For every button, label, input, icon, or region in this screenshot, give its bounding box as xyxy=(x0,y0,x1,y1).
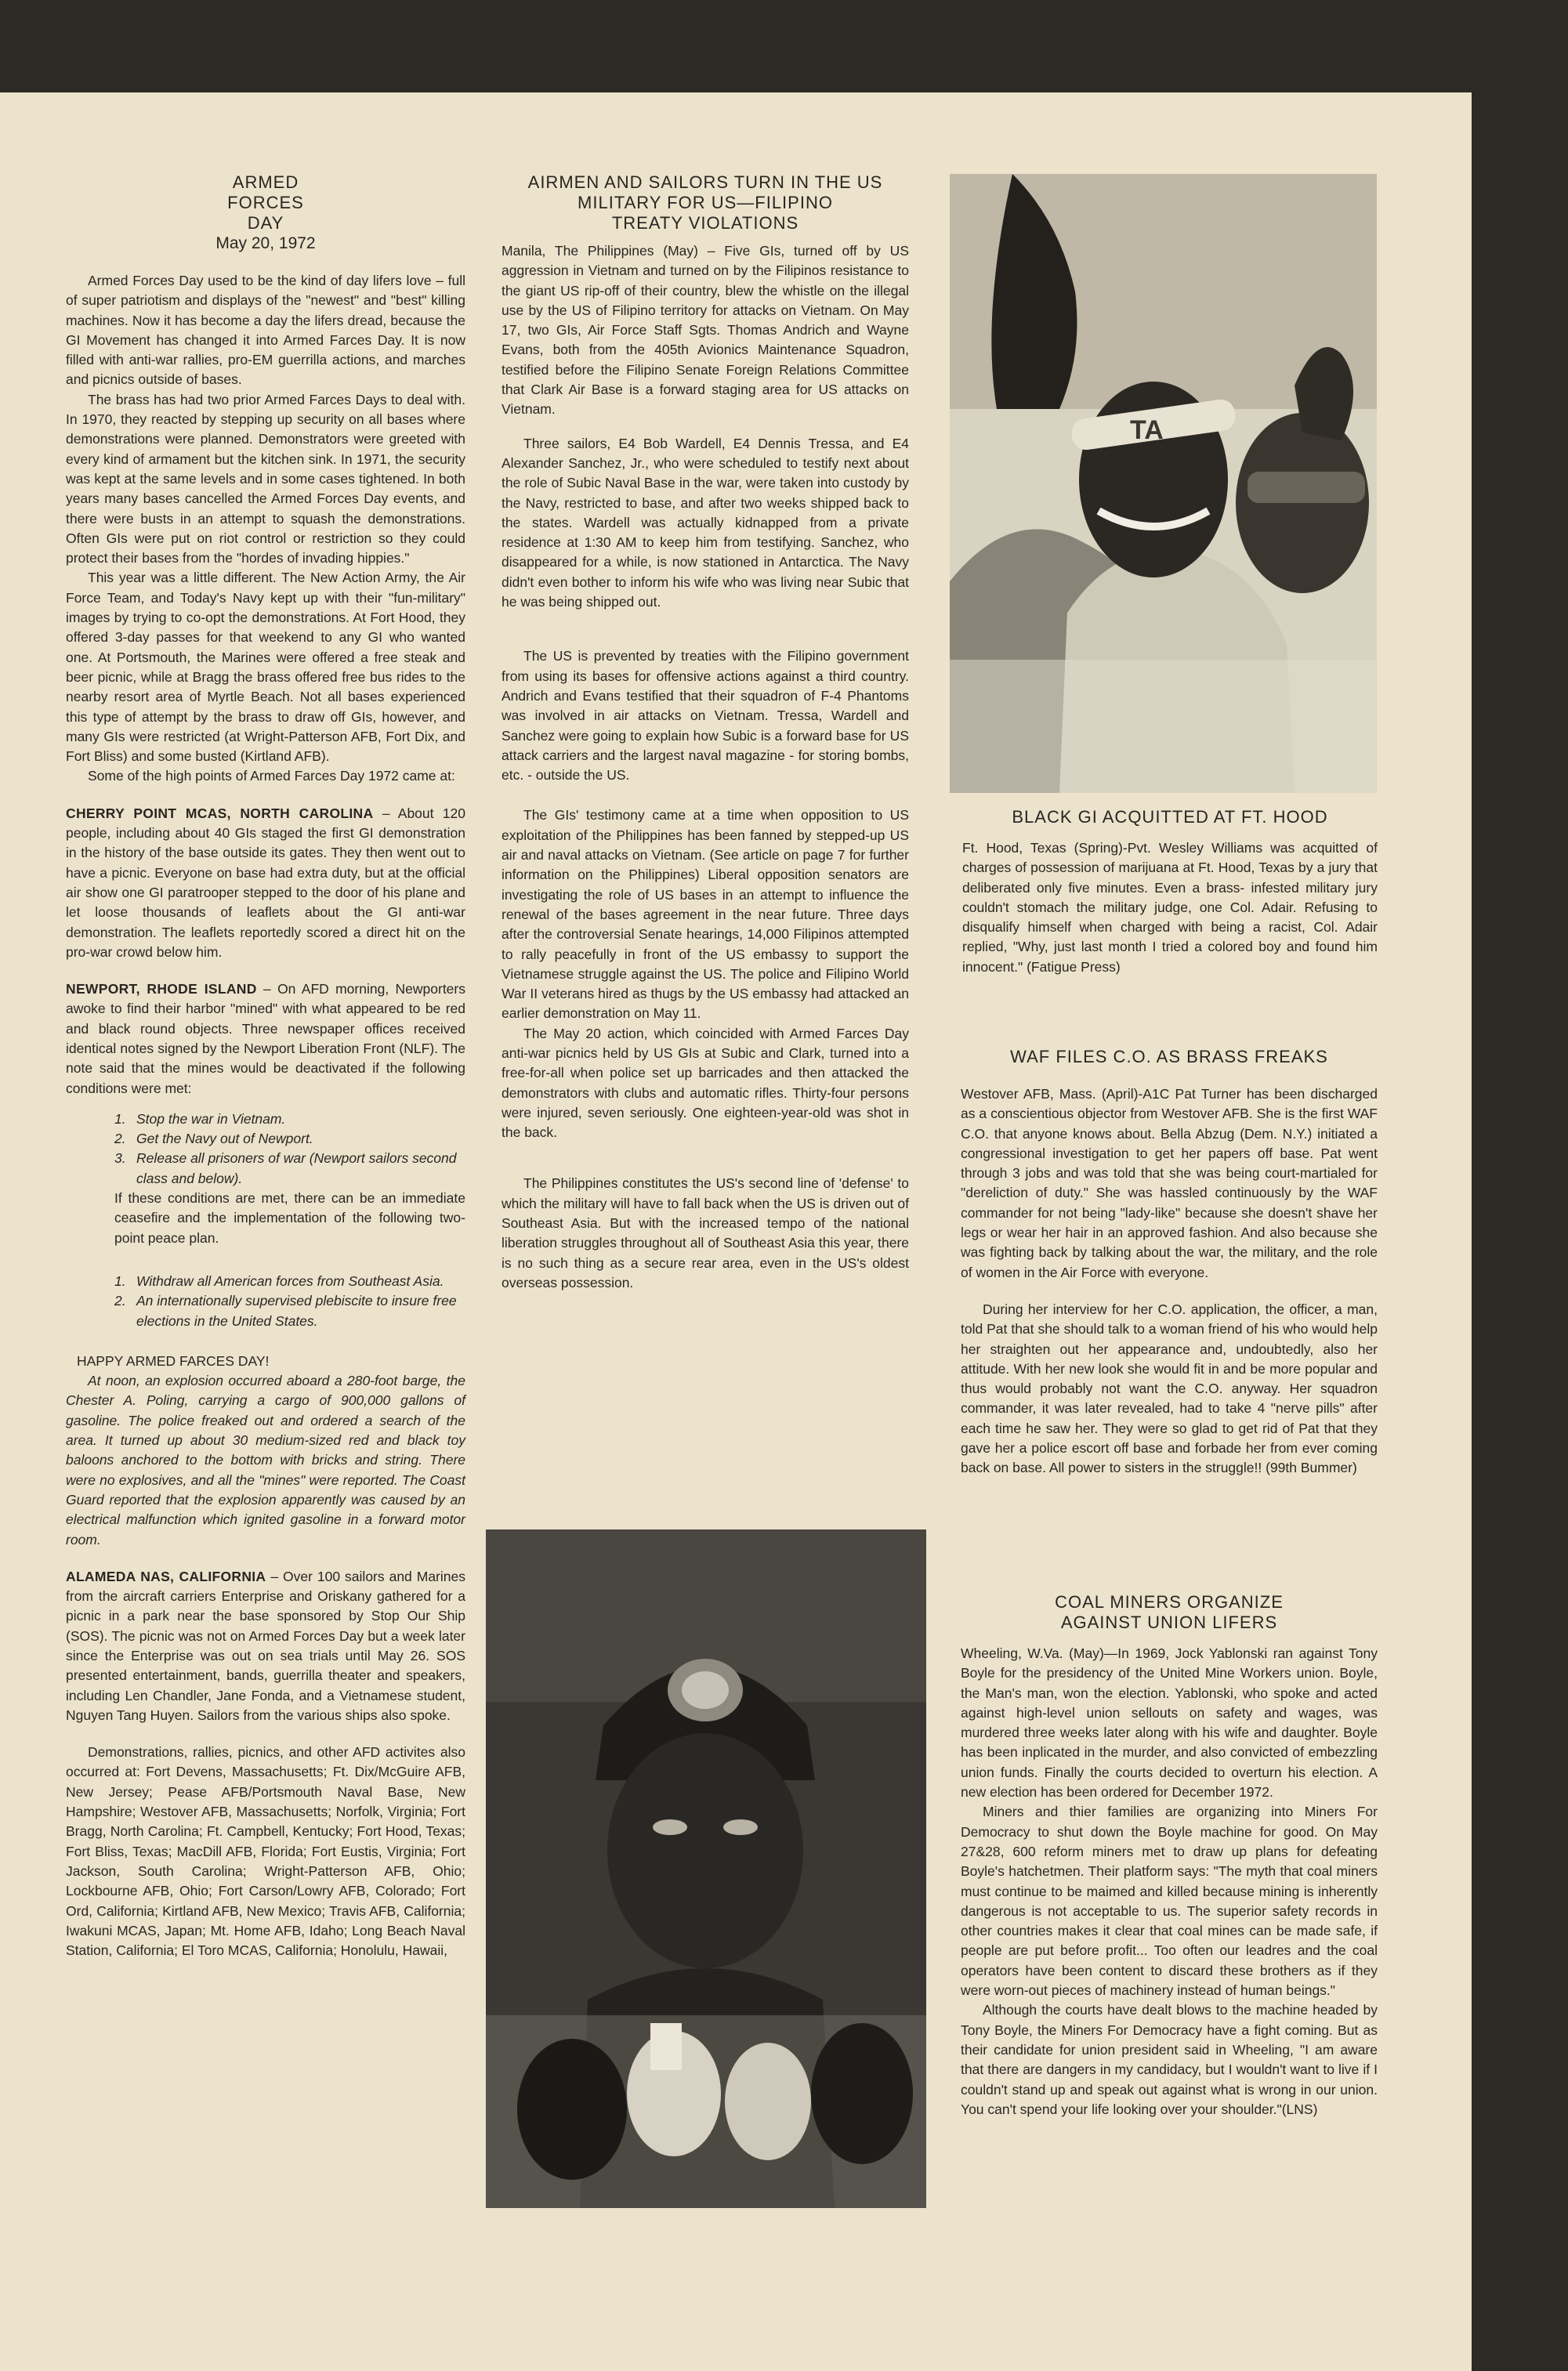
af-paragraph: The brass has had two prior Armed Farces Days to deal with. In 1970, they reacted by stepping up security on all bases where demonstrations were planned. Demonstrators were greeted with every kind of armament but the kitchen sink. In 1971, the security was kept at the same levels and in some cases tightened. In both years many bases cancelled the Armed Forces Day events, and there were busts in an attempt to squash the demonstrations. Often GIs were put on riot control or restriction so they could protect their bases from the "hordes of invading hippies." xyxy=(66,391,465,567)
cherry-point-section xyxy=(66,804,465,962)
coal-title-2: AGAINST UNION LIFERS xyxy=(1060,1613,1278,1632)
cherry-point-heading: CHERRY POINT MCAS, NORTH CAROLINA xyxy=(66,805,374,821)
airmen-paragraph: Three sailors, E4 Bob Wardell, E4 Dennis Tressa, and E4 Alexander Sanchez, Jr., who were scheduled to testify next about the role of Subic Naval Base in the war, were taken into custody by the Navy, restricted to base, and after two weeks shipped back to the states. Wardell was actually kidnapped from a private residence at 1:30 AM to keep him from testifying. Sanchez, who disappeared for a while, is now stationed in Antarctica. The Navy didn't even bother to inform his wife who was living near Subic that he was being shipped out. xyxy=(502,435,909,610)
alameda-heading: ALAMEDA NAS, CALIFORNIA xyxy=(66,1568,266,1584)
black-gi-text: Ft. Hood, Texas (Spring)-Pvt. Wesley Williams was acquitted of charges of possession of marijuana at Ft. Hood, Texas by a jury that deliberated only five minutes. Even a brass- infested military jury couldn't stomach the military judge, one Col. Adair. Refusing to disqualify himself when charged with being a racist, Col. Adair replied, "Why, just last month I tried a colored boy and found him innocent." (Fatigue Press) xyxy=(962,840,1378,975)
armed-forces-day-article xyxy=(66,172,465,1960)
armed-forces-title-2: FORCES xyxy=(227,193,304,212)
alameda-text: – Over 100 sailors and Marines from the aircraft carriers Enterprise and Oriskany gathered for a picnic in a park near the base sponsored by Stop Our Ship (SOS). The picnic was not on Armed Forces Day but a week later since the Enterprise was out on sea trials until May 26. SOS presented entertainment, bands, guerrilla theater and speakers, including Len Chandler, Jane Fonda, and a Vietnamese student, Nguyen Tang Huyen. Sailors from the various ships also spoke. xyxy=(66,1568,465,1723)
af-paragraph: Armed Forces Day used to be the kind of day lifers love – full of super patriotism and displays of the "newest" and "best" killing machines. Now it has become a day the lifers dread, because the GI Movement has changed it into Armed Farces Day. It is now filled with anti-war rallies, pro-EM guerrilla actions, and marches and picnics outside of bases. xyxy=(66,273,465,388)
newport-conditions-list xyxy=(66,1109,465,1189)
happy-text: At noon, an explosion occurred aboard a 280-foot barge, the Chester A. Poling, carrying a cargo of 900,000 gallons of gasoline. The police freaked out and ordered a search of the area. It turned up about 30 medium-sized red and black toy baloons anchored to the bottom with bricks and string. There were no explosives, and all the "mines" were reported. The Coast Guard reported that the explosion apparently was caused by an electrical malfunction which ignited gasoline in a forward motor room. xyxy=(66,1373,465,1547)
demonstrators-photo xyxy=(950,174,1377,793)
airmen-title-3: TREATY VIOLATIONS xyxy=(611,213,799,233)
black-gi-title: BLACK GI ACQUITTED AT FT. HOOD xyxy=(1012,807,1328,827)
waf-title: WAF FILES C.O. AS BRASS FREAKS xyxy=(1010,1047,1328,1066)
waf-article xyxy=(961,1047,1378,1479)
cherry-point-text: – About 120 people, including about 40 GIs staged the first GI demonstration in the history of the base outside its gates. They then went out to have a picnic. Everyone on base had extra duty, but at the official air show one GI paratrooper stepped to the door of his plane and let loose thousands of leaflets about the GI anti-war demonstration. The leaflets reportedly scored a direct hit on the pro-war crowd below him. xyxy=(66,805,465,960)
airmen-paragraph: The US is prevented by treaties with the Filipino government from using its bases for offensive actions against a third country. Andrich and Evans testified that their squadron of F-4 Phantoms was involved in air attacks on Vietnam. Tressa, Wardell and Sanchez were going to explain how Subic is a forward base for US attack carriers and the largest naval magazine - for storing bombs, etc. - outside the US. xyxy=(502,648,909,784)
airmen-paragraph: Manila, The Philippines (May) – Five GIs, turned off by US aggression in Vietnam and turned on by the Filipinos resistance to the giant US rip-off of their country, blew the whistle on the illegal use by the US of Filipino territory for attacks on Vietnam. On May 17, two GIs, Air Force Staff Sgts. Thomas Andrich and Wayne Evans, both from the 405th Avionics Maintenance Squadron, testified before the Filipino Senate Foreign Relations Committee that Clark Air Base is a forward staging area for US attacks on Vietnam. xyxy=(502,243,909,418)
af-paragraph: This year was a little different. The New Action Army, the Air Force Team, and Today's Navy kept up with their "fun-military" images by trying to co-opt the demonstrations. At Fort Hood, they offered 3-day passes for that weekend to any GI who wanted one. At Portsmouth, the Marines were offered a free steak and beer picnic, while at Bragg the brass offered free bus rides to the nearby resort area of Myrtle Beach. Not all bases experienced this type of attempt by the brass to draw off GIs, however, and many GIs were restricted (at Wright-Patterson AFB, Fort Dix, and Fort Bliss) and some busted (Kirtland AFB). xyxy=(66,570,465,765)
airmen-title-1: AIRMEN AND SAILORS TURN IN THE US xyxy=(527,172,883,192)
coal-paragraph: Wheeling, W.Va. (May)—In 1969, Jock Yablonski ran against Tony Boyle for the presidency of the United Mine Workers union. Boyle, the Man's man, won the election. Yablonski, who spoke and acted against high-level union sellouts on safety and wages, was murdered three weeks later along with his wife and daughter. Boyle has been inplicated in the murder, and also convicted of embezzling union funds. Finally the courts decided to overturn his election. A new election has been ordered for December 1972. xyxy=(961,1645,1378,1801)
peace-plan-list xyxy=(66,1272,465,1331)
airmen-paragraph: The May 20 action, which coincided with Armed Farces Day anti-war picnics held by US GIs at Subic and Clark, turned into a free-for-all when police set up barricades and then attacked the demonstrators with clubs and automatic rifles. Thirty-four persons were injured, seven seriously. One eighteen-year-old was shot in the back. xyxy=(502,1025,909,1141)
newport-heading: NEWPORT, RHODE ISLAND xyxy=(66,981,257,997)
list-item: 3. Release all prisoners of war (Newport sailors second class and below). xyxy=(114,1150,457,1186)
list-item: 1. Stop the war in Vietnam. xyxy=(114,1110,286,1127)
armed-forces-title-1: ARMED xyxy=(232,172,299,192)
alameda-section xyxy=(66,1567,465,1725)
af-paragraph: Some of the high points of Armed Farces Day 1972 came at: xyxy=(88,768,455,784)
newport-text: – On AFD morning, Newporters awoke to find their harbor "mined" with what appeared to be red and black round objects. Three newspaper offices received identical notes signed by the Newport Liberation Front (NLF). The note said that the mines would be deactivated if the following conditions were met: xyxy=(66,981,465,1096)
demonstrators-illustration xyxy=(950,174,1377,793)
waf-paragraph: Westover AFB, Mass. (April)-A1C Pat Turner has been discharged as a conscientious objector from Westover AFB. She is the first WAF C.O. that anyone knows about. Bella Abzug (Dem. N.Y.) initiated a congressional investigation to get her papers off base. Pat went through 3 jobs and was told that she was being court-martialed for "dereliction of duty." She was hassled continuously by the WAF commander for not being "lady-like" because she doesn't shave her legs or wear her hair in an approved fashion. And also because she was fighting back by talking about the war, the military, and the role of women in the Air Force with everyone. xyxy=(961,1086,1378,1280)
list-item: 2. Get the Navy out of Newport. xyxy=(114,1131,313,1147)
airmen-sailors-article xyxy=(502,172,909,1293)
coal-paragraph: Although the courts have dealt blows to the machine headed by Tony Boyle, the Miners For Democracy have a fight coming. But as their candidate for union president said in Wheeling, "I am aware that there are dangers in my candidacy, but I wouldn't want to live if I couldn't stand up and speak out against what is wrong in our union. You can't spend your life looking over your shoulder."(LNS) xyxy=(961,2002,1378,2117)
happy-heading: HAPPY ARMED FARCES DAY! xyxy=(77,1352,270,1369)
coal-miners-article xyxy=(961,1592,1378,2119)
armed-forces-title-3: DAY xyxy=(247,213,284,233)
coal-paragraph: Miners and thier families are organizing into Miners For Democracy to shut down the Boyle machine for good. On May 27&28, 600 reform miners met to draw up plans for defeating Boyle's hatchetmen. Their platform says: "The myth that coal miners must continue to be maimed and killed because mining is inherently dangerous is not acceptable to us. The superior safety records in other countries makes it clear that coal mines can be made safe, if people are put before profit... Too often our leadres and the coal operators have been content to discard these brothers as if they were worn-out pieces of machinery instead of human beings." xyxy=(961,1804,1378,1999)
coal-miner-illustration xyxy=(486,1529,926,2208)
newport-section xyxy=(66,979,465,1099)
airmen-paragraph: The Philippines constitutes the US's second line of 'defense' to which the military will have to fall back when the US is driven out of Southeast Asia. But with the increased tempo of the national liberation struggles throughout all of Southeast Asia this year, there is no such thing as a secure rear area, even in the US's oldest overseas possession. xyxy=(502,1175,909,1290)
headband-text: TA xyxy=(1130,415,1164,445)
coal-miner-photo xyxy=(486,1529,926,2208)
black-gi-article xyxy=(962,807,1378,977)
newport-after: If these conditions are met, there can be an immediate ceasefire and the implementation of the following two-point peace plan. xyxy=(114,1190,465,1246)
list-item: 2. An internationally supervised plebiscite to insure free elections in the United States. xyxy=(114,1293,457,1329)
list-item: 1. Withdraw all American forces from Southeast Asia. xyxy=(114,1272,444,1289)
waf-paragraph: During her interview for her C.O. application, the officer, a man, told Pat that she should talk to a woman friend of his who would help her straighten out her appearance and, undoubtedly, also her attitude. With her new look she would fit in and be more popular and thus would probably not want the C.O. anyway. Her squadron commander, it was later revealed, had to take 4 "nerve pills" after each time he saw her. They were so glad to get rid of Pat that they gave her a police escort off base and forbade her from ever coming back on base. All power to sisters in the struggle!! (99th Bummer) xyxy=(961,1301,1378,1476)
airmen-title-2: MILITARY FOR US—FILIPINO xyxy=(578,193,833,212)
armed-forces-date: May 20, 1972 xyxy=(215,234,316,252)
airmen-paragraph: The GIs' testimony came at a time when opposition to US exploitation of the Philippines has been fanned by stepped-up US air and naval attacks on Vietnam. (See article on page 7 for further information on the Philippines) Liberal opposition senators are investigating the role of US bases in an attempt to influence the renewal of the bases agreement in the near future. Three days after the controversial Senate hearings, 14,000 Filipinos attempted to rally peacefully in front of the US embassy to support the Vietnamese struggle against the US. The police and Filipino World War II veterans hired as thugs by the US embassy had attacked an earlier demonstration on May 11. xyxy=(502,807,909,1022)
af-closing: Demonstrations, rallies, picnics, and other AFD activites also occurred at: Fort Devens, Massachusetts; Ft. Dix/McGuire AFB, New Jersey; Pease AFB/Portsmouth Naval Base, New Hampshire; Westover AFB, Massachusetts; Norfolk, Virginia; Fort Bragg, North Carolina; Ft. Campbell, Kentucky; Fort Hood, Texas; Fort Bliss, Texas; MacDill AFB, Florida; Fort Eustis, Virginia; Fort Jackson, South Carolina; Wright-Patterson AFB, Ohio; Lockbourne AFB, Ohio; Fort Carson/Lowry AFB, Colorado; Fort Ord, California; Kirtland AFB, New Mexico; Travis AFB, California; Iwakuni MCAS, Japan; Mt. Home AFB, Idaho; Long Beach Naval Station, California; El Toro MCAS, California; Honolulu, Hawaii, xyxy=(66,1744,465,1959)
page-edge-background xyxy=(1472,92,1568,2371)
coal-title-1: COAL MINERS ORGANIZE xyxy=(1055,1592,1284,1612)
